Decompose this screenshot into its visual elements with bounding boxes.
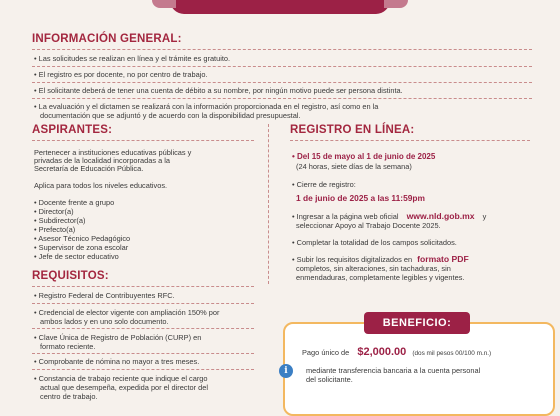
beneficio-title: BENEFICIO:	[364, 312, 470, 334]
divider	[32, 49, 532, 50]
ingresa-text: y	[482, 212, 487, 221]
ingresa-line2: seleccionar Apoyo al Trabajo Docente 2025.	[296, 221, 441, 230]
subir-line2: completos, sin alteraciones, sin tachaduras, sin	[296, 264, 451, 273]
requisito-item: • Constancia de trabajo reciente que indique el cargo	[34, 374, 208, 383]
divider	[290, 140, 530, 141]
requisito-item: actual que desempeña, expedida por el director del	[40, 383, 209, 392]
divider	[32, 98, 532, 99]
requisito-item: formato reciente.	[40, 342, 96, 351]
aspirantes-niveles: Aplica para todos los niveles educativos.	[34, 181, 168, 190]
divider	[32, 328, 254, 329]
aspirante-item: • Asesor Técnico Pedagógico	[34, 234, 131, 243]
pago-amount: $2,000.00	[357, 346, 407, 358]
info-item-cont: documentación que se adjuntó y de acuerdo con la disponibilidad presupuestal.	[40, 111, 301, 120]
info-item: • El solicitante deberá de tener una cuenta de débito a su nombre, por ningún motivo puede ser persona distinta.	[34, 86, 403, 95]
subir-line	[292, 255, 469, 264]
registro-hours: (24 horas, siete días de la semana)	[296, 162, 412, 171]
registro-dates: • Del 15 de mayo al 1 de junio de 2025	[292, 152, 436, 161]
divider	[32, 286, 254, 287]
top-banner	[170, 0, 390, 14]
requisito-item: • Registro Federal de Contribuyentes RFC.	[34, 291, 175, 300]
cierre-label: • Cierre de registro:	[292, 180, 356, 189]
aspirante-item: • Jefe de sector educativo	[34, 252, 119, 261]
beneficio-line: del solicitante.	[306, 375, 353, 384]
info-item: • El registro es por docente, no por centro de trabajo.	[34, 70, 208, 79]
requisito-item: • Comprobante de nómina no mayor a tres meses.	[34, 357, 200, 366]
aspirante-item: • Director(a)	[34, 207, 74, 216]
completar-line: • Completar la totalidad de los campos solicitados.	[292, 238, 457, 247]
amount-words: (dos mil pesos 00/100 m.n.)	[412, 350, 492, 357]
aspirantes-intro: Pertenecer a instituciones educativas públicas y	[34, 148, 192, 157]
column-divider	[268, 124, 269, 284]
info-general-title: INFORMACIÓN GENERAL:	[32, 33, 182, 45]
info-item: • La evaluación y el dictamen se realizará con la información proporcionada en el registro, así como en la	[34, 102, 379, 111]
requisito-item: centro de trabajo.	[40, 392, 98, 401]
pago-line	[302, 348, 491, 358]
pago-text: Pago único de	[302, 348, 350, 357]
ingresa-text: • Ingresar a la página web oficial	[292, 212, 399, 221]
info-item: • Las solicitudes se realizan en línea y el trámite es gratuito.	[34, 54, 231, 63]
ingresa-line	[292, 212, 486, 221]
subir-text: • Subir los requisitos digitalizados en	[292, 255, 413, 264]
requisito-item: • Clave Única de Registro de Población (CURP) en	[34, 333, 202, 342]
divider	[32, 66, 532, 67]
divider	[32, 82, 532, 83]
divider	[32, 369, 254, 370]
subir-line3: enmendaduras, completamente legibles y vigentes.	[296, 273, 465, 282]
aspirante-item: • Supervisor de zona escolar	[34, 243, 129, 252]
requisitos-title: REQUISITOS:	[32, 270, 109, 282]
divider	[32, 353, 254, 354]
aspirante-item: • Docente frente a grupo	[34, 198, 115, 207]
aspirante-item: • Subdirector(a)	[34, 216, 86, 225]
aspirantes-intro: Secretaría de Educación Pública.	[34, 164, 144, 173]
aspirantes-intro: privadas de la localidad incorporadas a la	[34, 156, 170, 165]
website-link[interactable]: www.nld.gob.mx	[406, 211, 475, 221]
info-icon: i	[279, 364, 293, 378]
aspirante-item: • Prefecto(a)	[34, 225, 76, 234]
divider	[32, 140, 254, 141]
beneficio-line: mediante transferencia bancaria a la cuenta personal	[306, 366, 481, 375]
cierre-date: 1 de junio de 2025 a las 11:59pm	[296, 193, 425, 203]
pdf-format: formato PDF	[417, 254, 469, 264]
requisito-item: • Credencial de elector vigente con ampliación 150% por	[34, 308, 220, 317]
aspirantes-title: ASPIRANTES:	[32, 124, 113, 136]
requisito-item: ambos lados y en uno solo documento.	[40, 317, 169, 326]
registro-title: REGISTRO EN LÍNEA:	[290, 124, 415, 136]
divider	[32, 303, 254, 304]
